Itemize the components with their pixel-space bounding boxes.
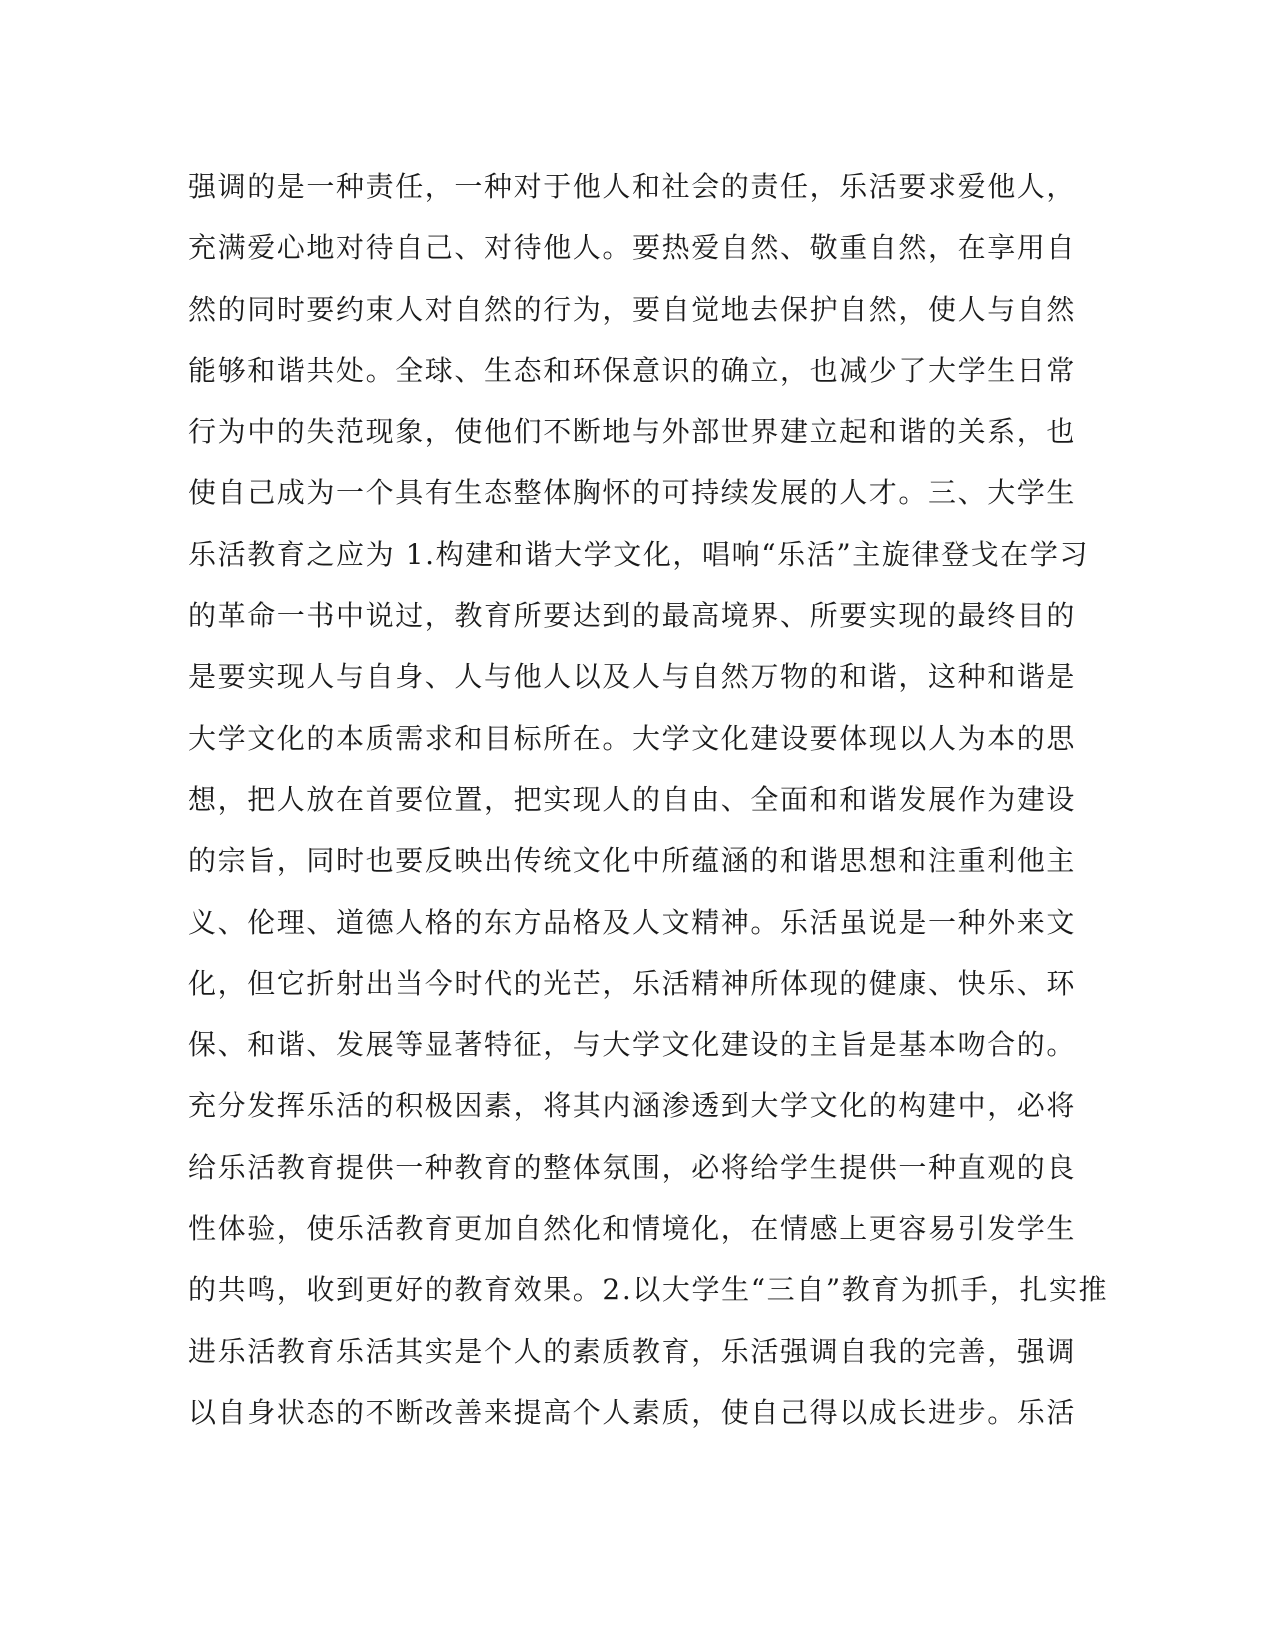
text-line: 化，但它折射出当今时代的光芒，乐活精神所体现的健康、快乐、环 [188,966,1077,1000]
text-line: 乐活教育之应为 1.构建和谐大学文化，唱响“乐活”主旋律登戈在学习 [188,537,1090,571]
text-line: 能够和谐共处。全球、生态和环保意识的确立，也减少了大学生日常 [188,353,1077,387]
text-line: 充满爱心地对待自己、对待他人。要热爱自然、敬重自然，在享用自 [188,231,1077,265]
text-line: 然的同时要约束人对自然的行为，要自觉地去保护自然，使人与自然 [188,292,1077,326]
text-line: 性体验，使乐活教育更加自然化和情境化，在情感上更容易引发学生 [188,1212,1077,1246]
text-line: 保、和谐、发展等显著特征，与大学文化建设的主旨是基本吻合的。 [188,1028,1077,1062]
text-line: 行为中的失范现象，使他们不断地与外部世界建立起和谐的关系，也 [188,415,1077,449]
text-line: 使自己成为一个具有生态整体胸怀的可持续发展的人才。三、大学生 [188,476,1077,510]
text-line: 的共鸣，收到更好的教育效果。2.以大学生“三自”教育为抓手，扎实推 [188,1273,1109,1307]
text-line: 的宗旨，同时也要反映出传统文化中所蕴涵的和谐思想和注重利他主 [188,844,1077,878]
text-line: 充分发挥乐活的积极因素，将其内涵渗透到大学文化的构建中，必将 [188,1089,1077,1123]
text-line: 进乐活教育乐活其实是个人的素质教育，乐活强调自我的完善，强调 [188,1334,1077,1368]
text-line: 强调的是一种责任，一种对于他人和社会的责任，乐活要求爱他人， [188,170,1077,203]
text-line: 大学文化的本质需求和目标所在。大学文化建设要体现以人为本的思 [188,721,1077,755]
text-line: 想，把人放在首要位置，把实现人的自由、全面和和谐发展作为建设 [188,782,1077,816]
text-line: 是要实现人与自身、人与他人以及人与自然万物的和谐，这种和谐是 [188,660,1077,694]
text-line: 以自身状态的不断改善来提高个人素质，使自己得以成长进步。乐活 [188,1395,1077,1429]
body-text [188,156,1109,1443]
text-line: 义、伦理、道德人格的东方品格及人文精神。乐活虽说是一种外来文 [188,905,1077,939]
text-line: 的革命一书中说过，教育所要达到的最高境界、所要实现的最终目的 [188,599,1077,633]
text-line: 给乐活教育提供一种教育的整体氛围，必将给学生提供一种直观的良 [188,1150,1077,1184]
